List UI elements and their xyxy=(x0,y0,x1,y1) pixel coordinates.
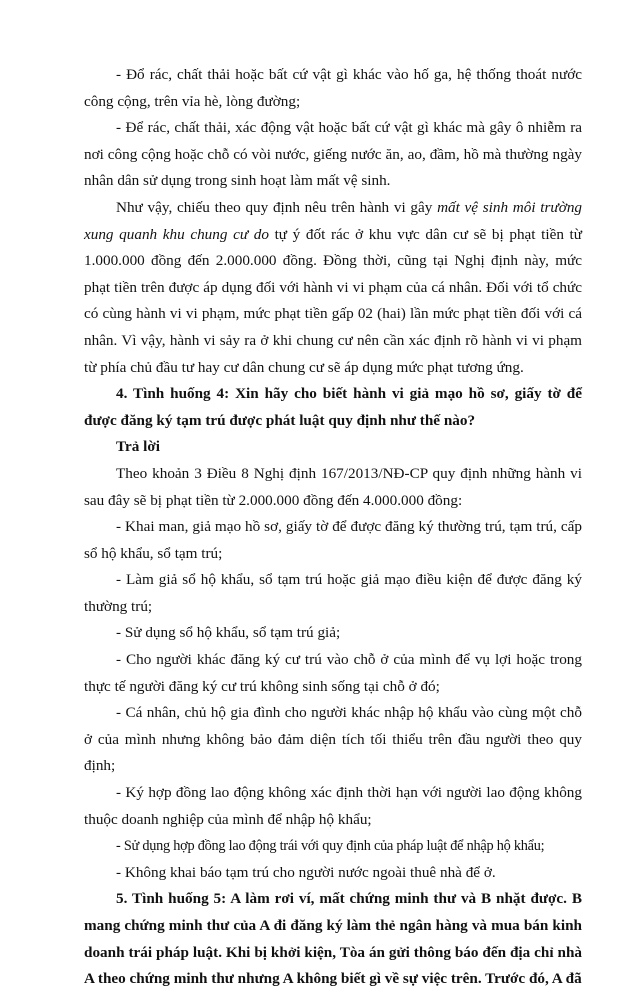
bullet-paragraph: - Đổ rác, chất thải hoặc bất cứ vật gì khác vào hố ga, hệ thống thoát nước công cộng, trên vỉa hè, lòng đường; xyxy=(84,66,582,110)
conclusion-paragraph xyxy=(84,195,582,381)
italic-text-run: mất vệ sinh môi trường xung quanh khu chung cư do xyxy=(84,198,583,243)
answer-label: Trả lời xyxy=(116,438,160,456)
bullet-paragraph: - Khai man, giả mạo hồ sơ, giấy tờ để được đăng ký thường trú, tạm trú, cấp sổ hộ khẩu, sổ tạm trú; xyxy=(84,518,582,562)
bullet-paragraph: - Sử dụng sổ hộ khẩu, sổ tạm trú giả; xyxy=(116,624,341,642)
bullet-paragraph: - Ký hợp đồng lao động không xác định thời hạn với người lao động không thuộc doanh nghiệp của mình để nhập hộ khẩu; xyxy=(84,784,582,828)
text-run: Như vậy, chiếu theo quy định nêu trên hành vi gây xyxy=(116,198,438,216)
bullet-paragraph: - Sử dụng hợp đồng lao động trái với quy định của pháp luật để nhập hộ khẩu; xyxy=(116,838,545,855)
bullet-paragraph: - Để rác, chất thải, xác động vật hoặc bất cứ vật gì khác mà gây ô nhiễm ra nơi công cộng hoặc chỗ có vòi nước, giếng nước ăn, ao, đầm, hồ mà thường ngày nhân dân sử dụng trong sinh hoạt làm mất vệ sinh. xyxy=(84,119,582,190)
text-run: tự ý đốt rác ở khu vực dân cư sẽ bị phạt tiền từ 1.000.000 đồng đến 2.000.000 đồng. Đồng thời, cũng tại Nghị định này, mức phạt tiền trên được áp dụng đối với hành vi vi phạm của cá nhân. Đối với tổ chức có cùng hành vi vi phạm, mức phạt tiền gấp 02 (hai) lần mức phạt tiền đối với cá nhân. Vì vậy, hành vi sảy ra ở khi chung cư nên cần xác định rõ hành vi vi phạm từ phía chủ đầu tư hay cư dân chung cư sẽ áp dụng mức phạt tương ứng. xyxy=(84,225,583,376)
question-heading: 5. Tình huống 5: A làm rơi ví, mất chứng minh thư và B nhặt được. B mang chứng minh thư của A đi đăng ký làm thẻ ngân hàng và mua bán kinh doanh trái pháp luật. Khi bị khởi kiện, Tòa án gửi thông báo đến địa chỉ nhà A theo chứng minh thư nhưng A không biết gì về sự việc trên. Trước đó, A đã xyxy=(84,890,582,988)
bullet-paragraph: - Không khai báo tạm trú cho người nước ngoài thuê nhà để ở. xyxy=(116,863,496,881)
bullet-paragraph: - Cá nhân, chủ hộ gia đình cho người khác nhập hộ khẩu vào cùng một chỗ ở của mình nhưng không bảo đảm diện tích tối thiểu trên đầu người theo quy định; xyxy=(84,704,582,775)
body-paragraph: Theo khoản 3 Điều 8 Nghị định 167/2013/NĐ-CP quy định những hành vi sau đây sẽ bị phạt tiền từ 2.000.000 đồng đến 4.000.000 đồng: xyxy=(84,464,582,509)
bullet-paragraph: - Làm giả sổ hộ khẩu, sổ tạm trú hoặc giả mạo điều kiện để được đăng ký thường trú; xyxy=(84,571,582,615)
document-body xyxy=(84,62,582,993)
question-heading: 4. Tình huống 4: Xin hãy cho biết hành vi giả mạo hồ sơ, giấy tờ để được đăng ký tạm trú được phát luật quy định như thế nào? xyxy=(84,385,582,429)
bullet-paragraph: - Cho người khác đăng ký cư trú vào chỗ ở của mình để vụ lợi hoặc trong thực tế người đăng ký cư trú không sinh sống tại chỗ ở đó; xyxy=(84,651,582,695)
